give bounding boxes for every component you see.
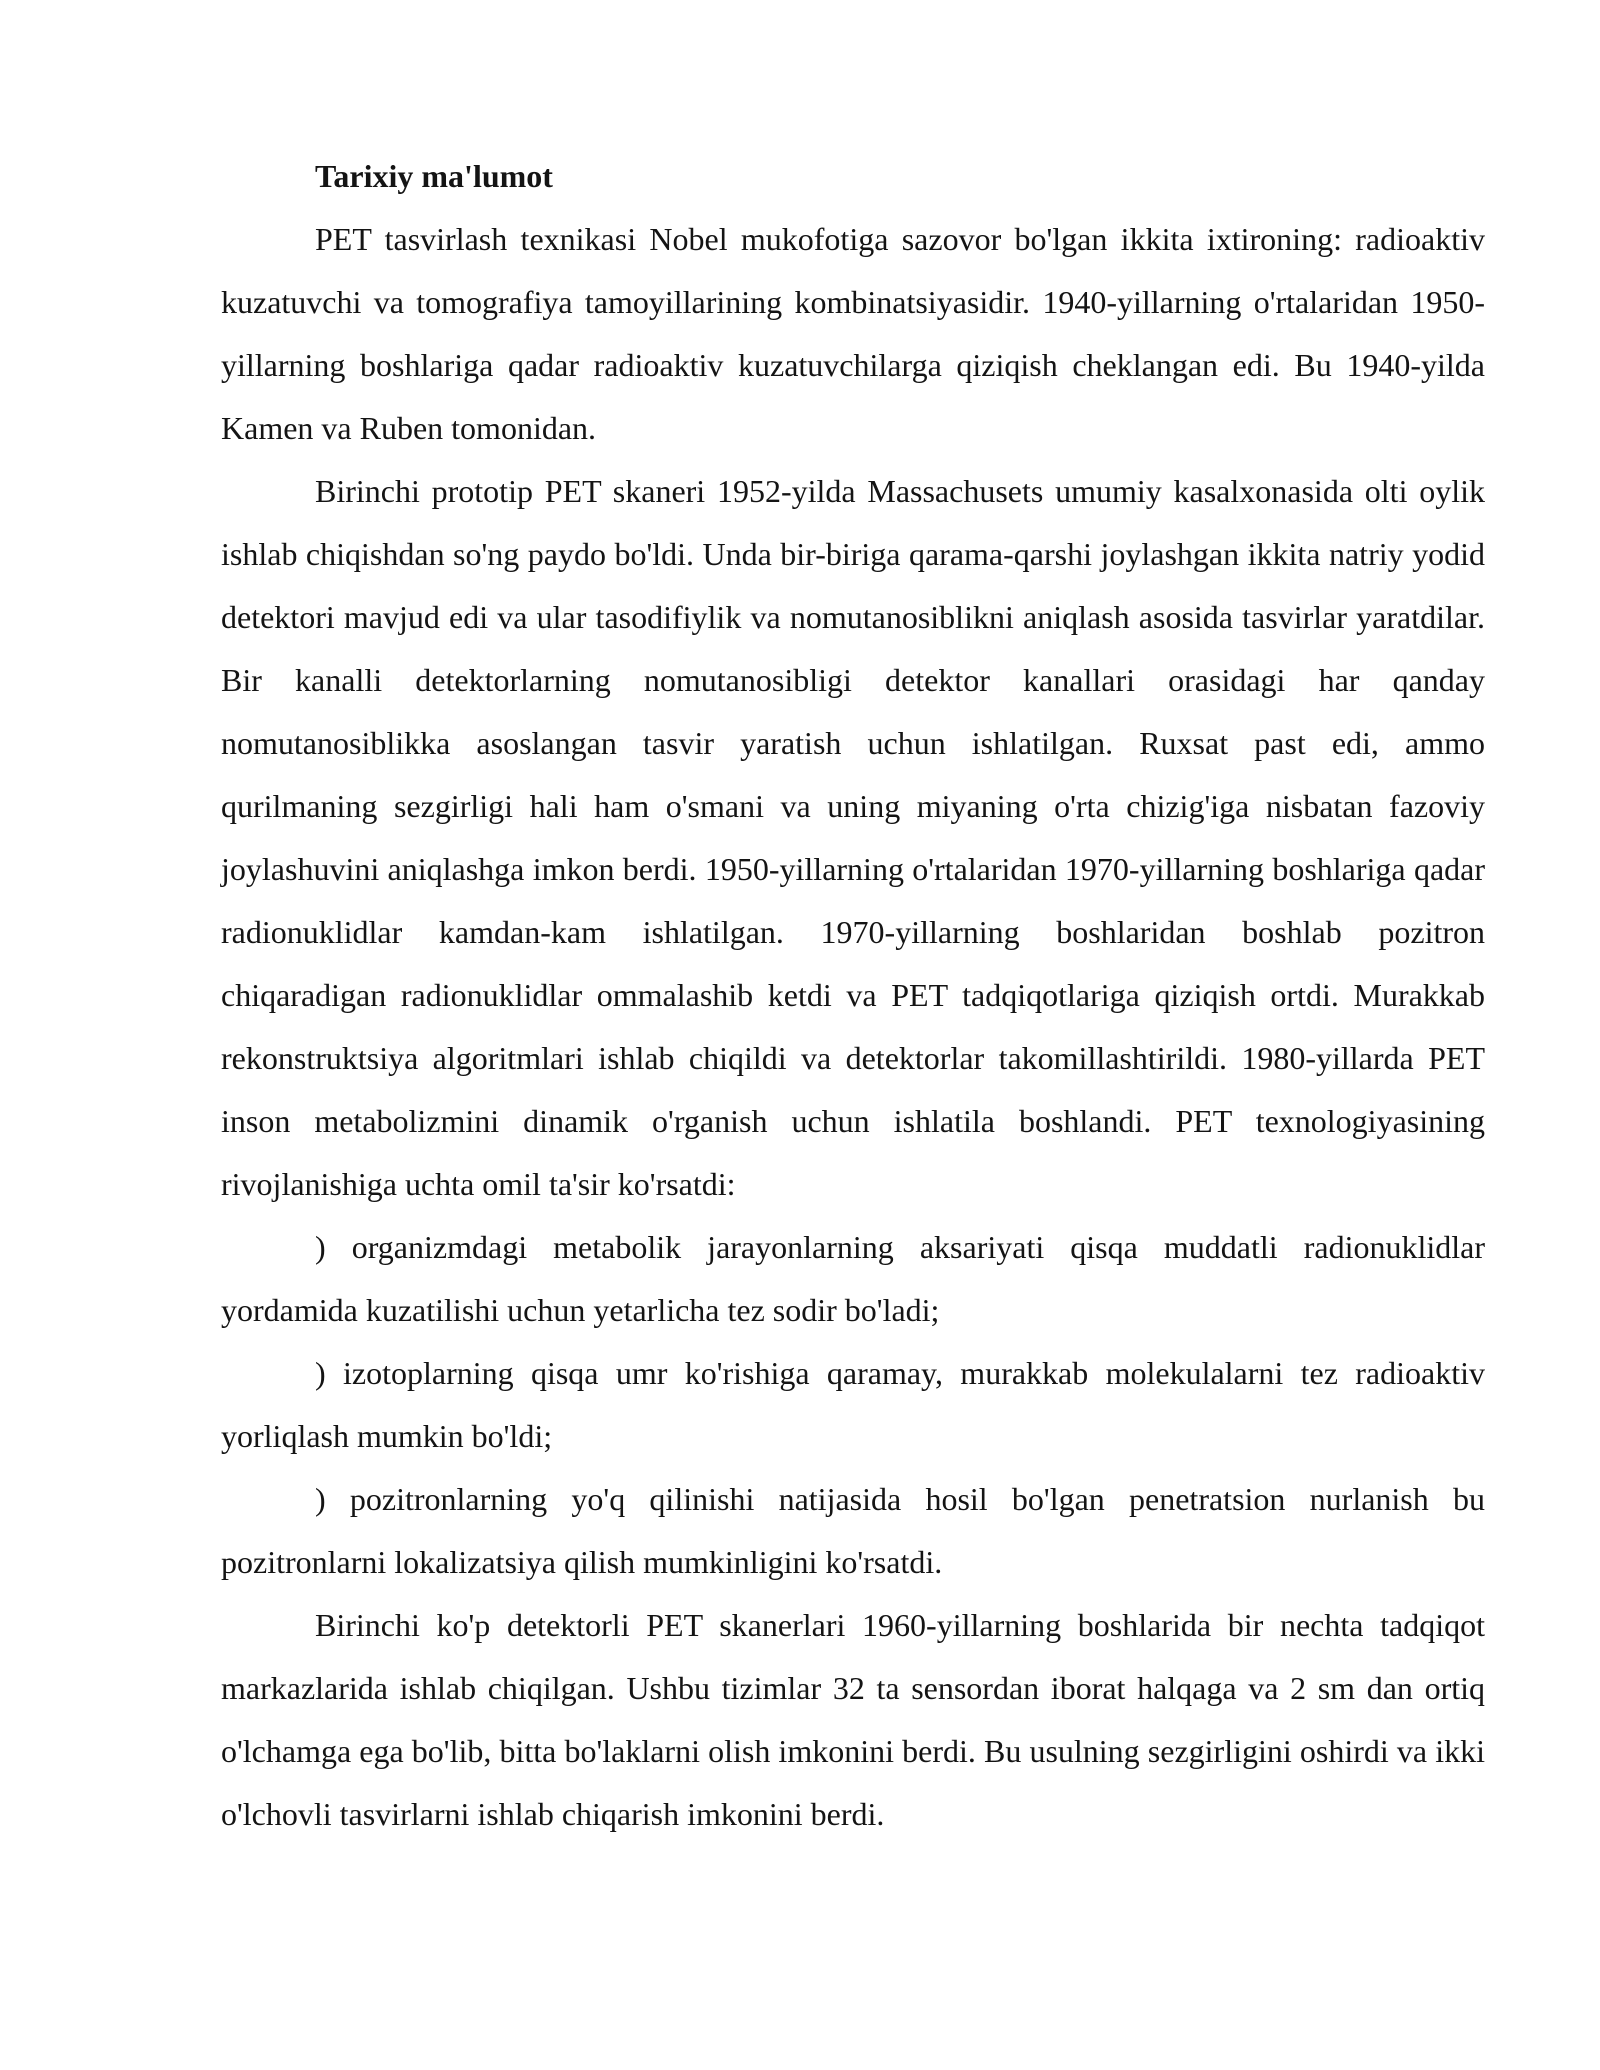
- paragraph-multidetector: Birinchi ko'p detektorli PET skanerlari 1960-yillarning boshlarida bir nechta tadqiqot markazlarida ishlab chiqilgan. Ushbu tizimlar 32 ta sensordan iborat halqaga va 2 sm dan ortiq o'lchamga ega bo'lib, bitta bo'laklarni olish imkonini berdi. Bu usulning sezgirligini oshirdi va ikki o'lchovli tasvirlarni ishlab chiqarish imkonini berdi.: [221, 1607, 1485, 1832]
- list-item-factor-1: ) organizmdagi metabolik jarayonlarning aksariyati qisqa muddatli radionuklidlar yordamida kuzatilishi uchun yetarlicha tez sodir bo'ladi;: [221, 1229, 1485, 1328]
- section-heading: Tarixiy ma'lumot: [315, 158, 553, 194]
- paragraph-intro: PET tasvirlash texnikasi Nobel mukofotiga sazovor bo'lgan ikkita ixtironing: radioaktiv kuzatuvchi va tomografiya tamoyillarining kombinatsiyasidir. 1940-yillarning o'rtalaridan 1950-yillarning boshlariga qadar radioaktiv kuzatuvchilarga qiziqish cheklangan edi. Bu 1940-yilda Kamen va Ruben tomonidan.: [221, 221, 1485, 446]
- list-item-factor-2: ) izotoplarning qisqa umr ko'rishiga qaramay, murakkab molekulalarni tez radioaktiv yorliqlash mumkin bo'ldi;: [221, 1355, 1485, 1454]
- document-page: [221, 145, 1485, 1846]
- list-item-factor-3: ) pozitronlarning yo'q qilinishi natijasida hosil bo'lgan penetratsion nurlanish bu pozitronlarni lokalizatsiya qilish mumkinligini ko'rsatdi.: [221, 1481, 1485, 1580]
- paragraph-history: Birinchi prototip PET skaneri 1952-yilda Massachusets umumiy kasalxonasida olti oylik ishlab chiqishdan so'ng paydo bo'ldi. Unda bir-biriga qarama-qarshi joylashgan ikkita natriy yodid detektori mavjud edi va ular tasodifiylik va nomutanosiblikni aniqlash asosida tasvirlar yaratdilar. Bir kanalli detektorlarning nomutanosibligi detektor kanallari orasidagi har qanday nomutanosiblikka asoslangan tasvir yaratish uchun ishlatilgan. Ruxsat past edi, ammo qurilmaning sezgirligi hali ham o'smani va uning miyaning o'rta chizig'iga nisbatan fazoviy joylashuvini aniqlashga imkon berdi. 1950-yillarning o'rtalaridan 1970-yillarning boshlariga qadar radionuklidlar kamdan-kam ishlatilgan. 1970-yillarning boshlaridan boshlab pozitron chiqaradigan radionuklidlar ommalashib ketdi va PET tadqiqotlariga qiziqish ortdi. Murakkab rekonstruktsiya algoritmlari ishlab chiqildi va detektorlar takomillashtirildi. 1980-yillarda PET inson metabolizmini dinamik o'rganish uchun ishlatila boshlandi. PET texnologiyasining rivojlanishiga uchta omil ta'sir ko'rsatdi:: [221, 473, 1485, 1202]
